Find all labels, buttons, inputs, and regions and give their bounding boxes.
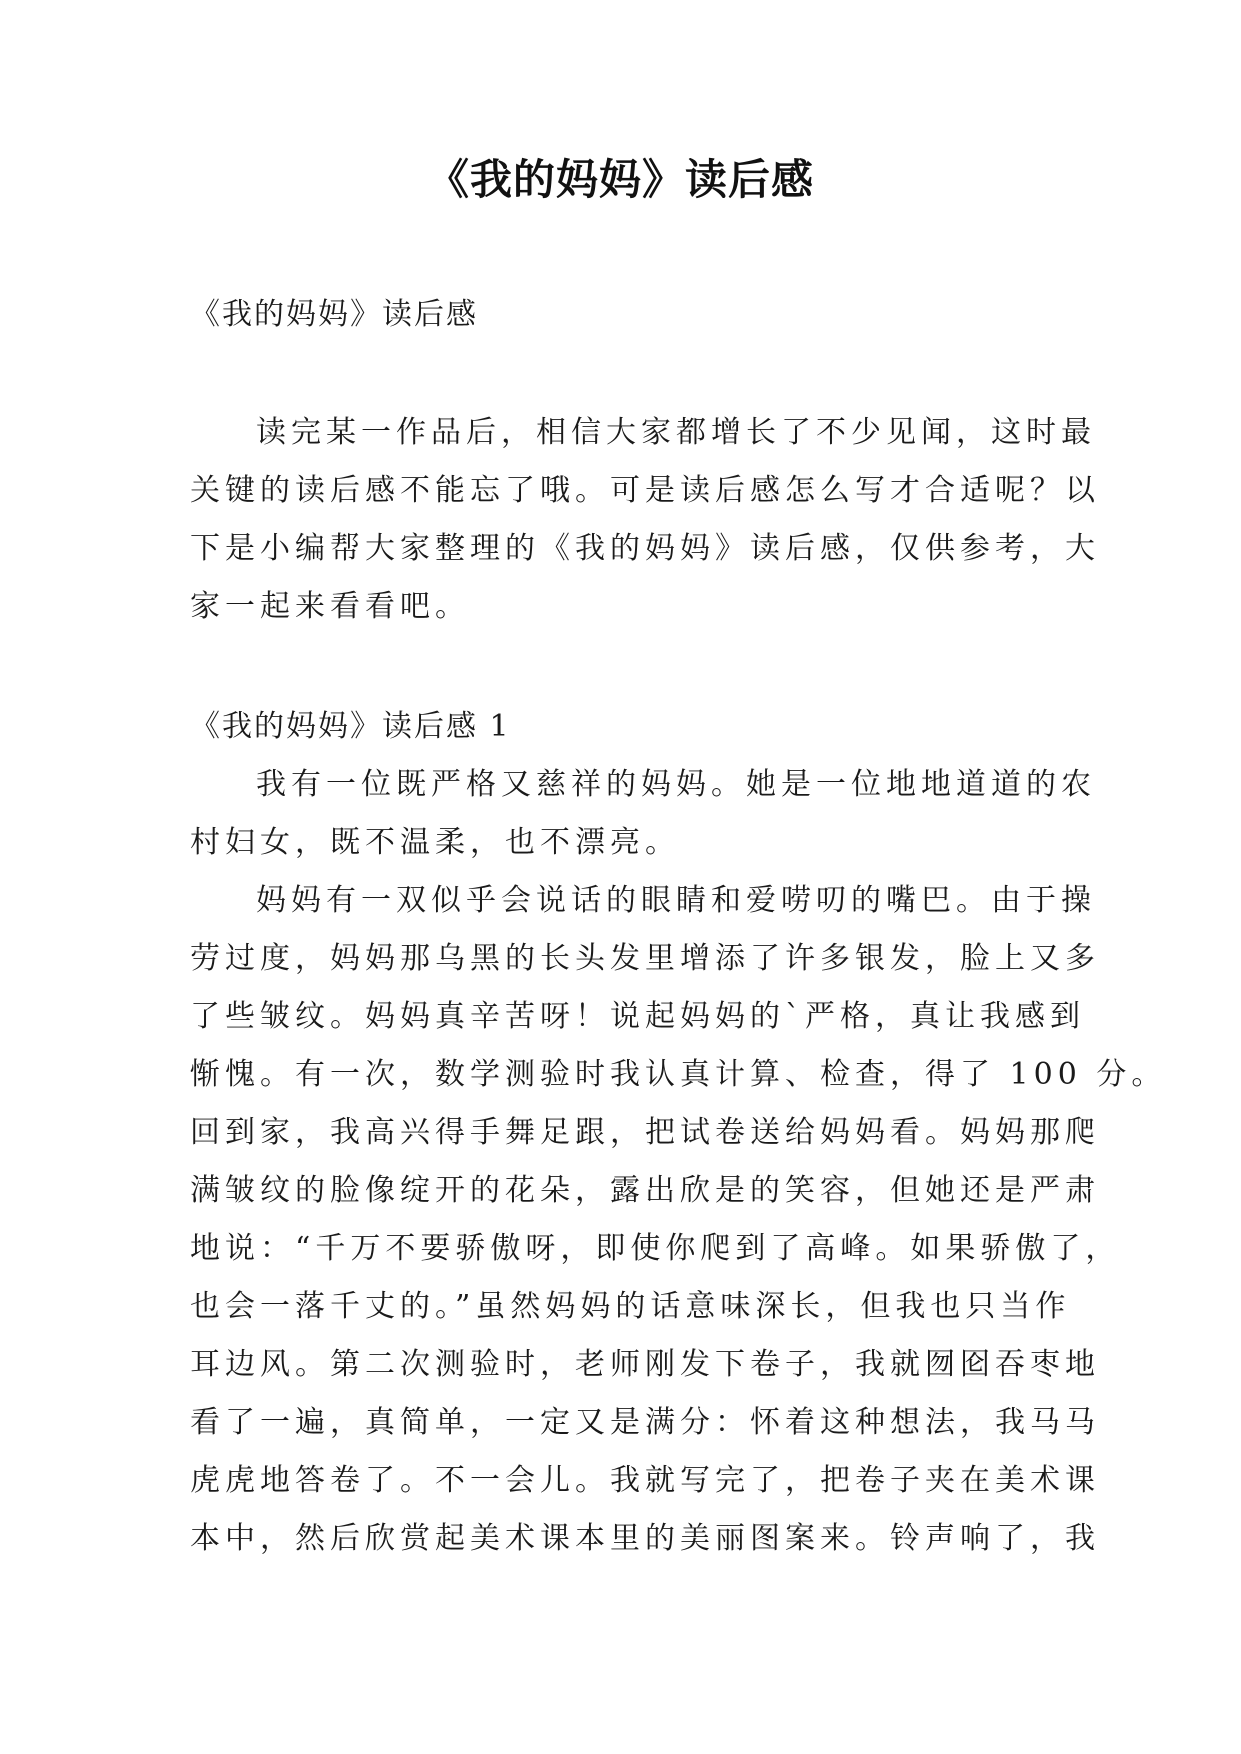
paragraph-line: 也会一落千丈的。”虽然妈妈的话意味深长，但我也只当作 xyxy=(190,1289,1071,1324)
paragraph-1 xyxy=(190,756,1096,872)
paragraph-line: 回到家，我高兴得手舞足跟，把试卷送给妈妈看。妈妈那爬 xyxy=(190,1115,1100,1150)
paragraph-line: 了些皱纹。妈妈真辛苦呀！说起妈妈的`严格，真让我感到 xyxy=(190,999,1085,1034)
paragraph-line: 耳边风。第二次测验时，老师刚发下卷子，我就囫囵吞枣地 xyxy=(190,1347,1100,1382)
subtitle: 《我的妈妈》读后感 xyxy=(190,297,478,332)
paragraph-line: 看了一遍，真简单，一定又是满分：怀着这种想法，我马马 xyxy=(190,1405,1100,1440)
section-heading: 《我的妈妈》读后感 1 xyxy=(190,709,511,744)
spacer xyxy=(190,636,1060,698)
document-body xyxy=(190,286,1167,1568)
paragraph-line: 惭愧。有一次，数学测验时我认真计算、检查，得了 100 分。 xyxy=(190,1057,1167,1092)
document-title: 《我的妈妈》读后感 xyxy=(426,155,814,204)
paragraph-2 xyxy=(190,872,1167,1568)
intro-paragraph xyxy=(190,404,1100,636)
intro-line: 下是小编帮大家整理的《我的妈妈》读后感，仅供参考，大 xyxy=(190,531,1100,566)
paragraph-line: 本中，然后欣赏起美术课本里的美丽图案来。铃声响了，我 xyxy=(190,1521,1100,1556)
paragraph-line: 我有一位既严格又慈祥的妈妈。她是一位地地道道的农 xyxy=(256,767,1096,802)
intro-line: 读完某一作品后，相信大家都增长了不少见闻，这时最 xyxy=(256,415,1096,450)
paragraph-line: 劳过度，妈妈那乌黑的长头发里增添了许多银发，脸上又多 xyxy=(190,941,1100,976)
paragraph-line: 村妇女，既不温柔，也不漂亮。 xyxy=(190,825,680,860)
paragraph-line: 虎虎地答卷了。不一会儿。我就写完了，把卷子夹在美术课 xyxy=(190,1463,1100,1498)
spacer xyxy=(190,344,1060,404)
paragraph-line: 满皱纹的脸像绽开的花朵，露出欣是的笑容，但她还是严肃 xyxy=(190,1173,1100,1208)
paragraph-line: 妈妈有一双似乎会说话的眼睛和爱唠叨的嘴巴。由于操 xyxy=(256,883,1096,918)
intro-line: 关键的读后感不能忘了哦。可是读后感怎么写才合适呢？以 xyxy=(190,473,1100,508)
intro-line: 家一起来看看吧。 xyxy=(190,589,470,624)
paragraph-line: 地说：“千万不要骄傲呀，即使你爬到了高峰。如果骄傲了， xyxy=(190,1231,1121,1266)
